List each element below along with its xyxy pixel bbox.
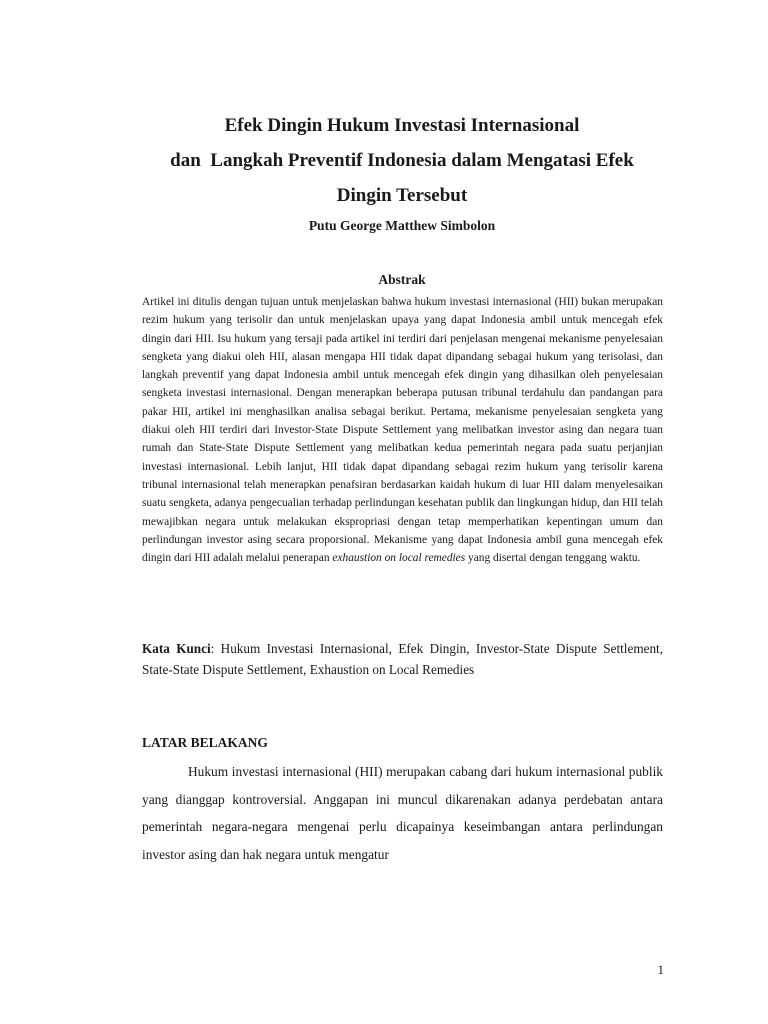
paper-title (100, 108, 704, 213)
page-number: 1 (657, 962, 664, 977)
abstract-emphasis: exhaustion on local remedies (332, 552, 466, 565)
abstract-text-part-1: Artikel ini ditulis dengan tujuan untuk menjelaskan bahwa hukum investasi internasional (HII) bukan merupakan rezim hukum yang terisolir dan untuk menjelaskan upaya yang dapat Indonesia ambil untuk mencegah efek dingin dari HII. Isu hukum yang tersaji pada artikel ini terdiri dari penjelasan mengenai mekanisme penyelesaian sengketa yang diakui oleh HII, alasan mengapa HII tidak dapat dipandang sebagai hukum yang terisolasi, dan langkah preventif yang dapat Indonesia ambil untuk mencegah efek dingin yang dihasilkan oleh penyelesaian sengketa investasi internasional. Dengan menerapkan beberapa putusan tribunal terdahulu dan pandangan para pakar HII, artikel ini menghasilkan analisa sebagai berikut. Pertama, mekanisme penyelesaian sengketa yang diakui oleh HII terdiri dari Investor-State Dispute Settlement yang melibatkan investor asing dan negara tuan rumah dan State-State Dispute Settlement yang melibatkan kedua pemerintah negara pada suatu perjanjian investasi internasional. Lebih lanjut, HII tidak dapat dipandang sebagai rezim hukum yang terisolir karena tribunal internasional telah menerapkan penafsiran berdasarkan kaidah hukum di luar HII dalam menyelesaikan suatu sengketa, adanya pengecualian terhadap perlindungan kesehatan publik dan lingkungan hidup, dan HII telah mewajibkan negara untuk melakukan ekspropriasi dengan tetap memperhatikan kepentingan umum dan perlindungan investor asing secara proporsional. Mekanisme yang dapat Indonesia ambil guna mencegah efek dingin dari HII adalah melalui penerapan (142, 296, 663, 565)
abstract-text-part-2: yang disertai dengan tenggang waktu. (465, 552, 641, 565)
author-name: Putu George Matthew Simbolon (308, 218, 496, 233)
title-line-3: Dingin Tersebut (336, 185, 468, 206)
keywords (142, 638, 663, 680)
keywords-list: Hukum Investasi Internasional, Efek Dingin, Investor-State Dispute Settlement, State-State Dispute Settlement, Exhaustion on Local Remedies (142, 641, 663, 677)
abstract-text (142, 293, 663, 567)
abstract-heading: Abstrak (378, 272, 426, 287)
title-line-1: Efek Dingin Hukum Investasi Internasional (224, 115, 580, 136)
section-paragraph: Hukum investasi internasional (HII) merupakan cabang dari hukum internasional publik yang dianggap kontroversial. Anggapan ini muncul dikarenakan adanya perdebatan antara pemerintah negara-negara mengenai perlu dicapainya keseimbangan antara perlindungan investor asing dan hak negara untuk mengatur (142, 764, 663, 862)
keywords-separator: : (210, 641, 215, 656)
keywords-label: Kata Kunci (142, 641, 211, 656)
section-heading: LATAR BELAKANG (142, 735, 268, 750)
title-line-2: dan Langkah Preventif Indonesia dalam Mengatasi Efek (170, 150, 634, 171)
